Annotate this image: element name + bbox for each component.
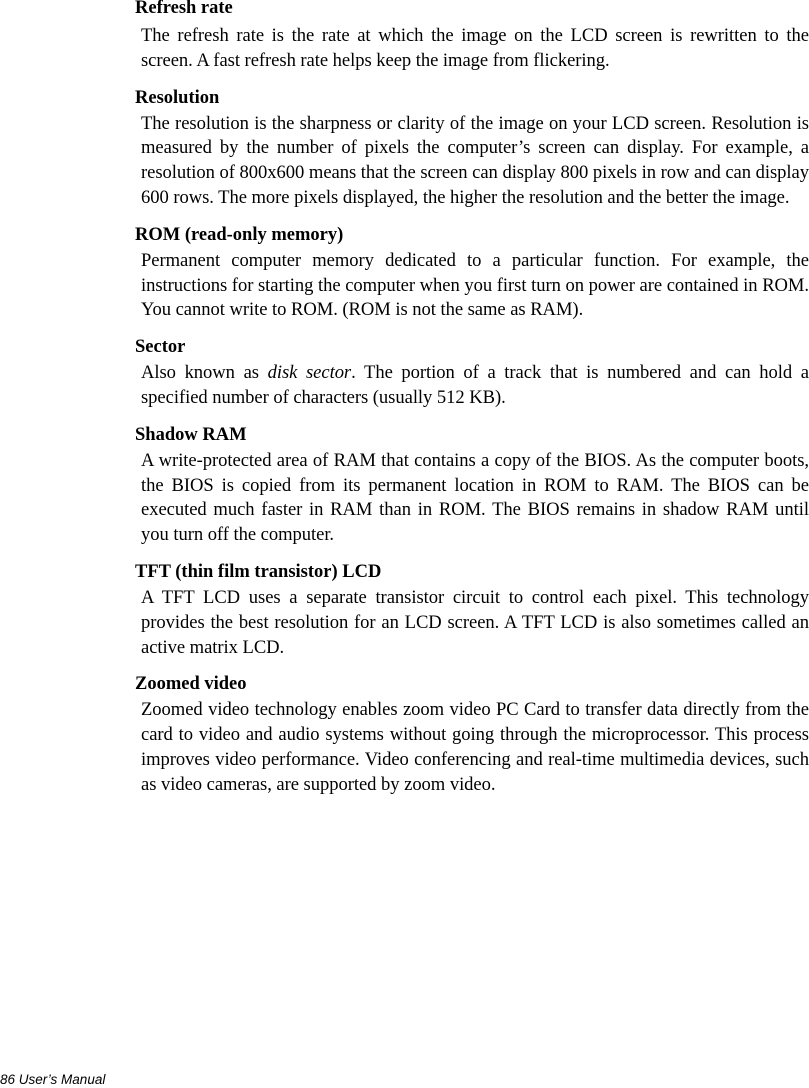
- term-definition: A write-protected area of RAM that contains a copy of the BIOS. As the computer boots, the BIOS is copied from its permanent location in ROM to RAM. The BIOS can be executed much faster in RAM than in ROM. The BIOS remains in shadow RAM until you turn off the computer.: [141, 449, 809, 546]
- term-heading: TFT (thin film transistor) LCD: [135, 561, 382, 582]
- glossary-entry-tft-lcd: [135, 560, 809, 660]
- glossary-entry-resolution: [135, 86, 809, 211]
- definition-emphasis: disk sector: [267, 362, 352, 384]
- glossary-entry-zoomed-video: [135, 672, 809, 797]
- term-definition: The resolution is the sharpness or clarity of the image on your LCD screen. Resolution is measured by the number of pixels the computer’s screen can display. For example, a resolution of 800x600 means that the screen can display 800 pixels in row and can display 600 rows. The more pixels displayed, the higher the resolution and the better the image.: [141, 112, 809, 208]
- glossary-entry-sector: [135, 335, 809, 411]
- term-heading: ROM (read-only memory): [135, 224, 344, 245]
- term-heading: Resolution: [135, 87, 220, 108]
- term-heading: Refresh rate: [135, 0, 233, 18]
- definition-prefix: Also known as: [141, 362, 268, 384]
- term-definition: The refresh rate is the rate at which the image on the LCD screen is rewritten to the screen. A fast refresh rate helps keep the image from flickering.: [141, 25, 809, 71]
- term-heading: Sector: [135, 337, 186, 358]
- glossary-entry-shadow-ram: [135, 423, 809, 548]
- glossary-entry-rom: [135, 223, 809, 323]
- term-definition: A TFT LCD uses a separate transistor circuit to control each pixel. This technology provides the best resolution for an LCD screen. A TFT LCD is also sometimes called an active matrix LCD.: [141, 586, 809, 658]
- term-heading: Shadow RAM: [135, 424, 247, 445]
- term-heading: Zoomed video: [135, 674, 247, 695]
- term-definition: Zoomed video technology enables zoom video PC Card to transfer data directly from the card to video and audio systems without going through the microprocessor. This process improves video performance. Video conferencing and real-time multimedia devices, such as video cameras, are supported by zoom video.: [141, 699, 809, 795]
- definition-suffix: . The portion of a track that is numbered and can hold a specified number of characters (usually 512 KB).: [141, 362, 809, 408]
- term-definition: Permanent computer memory dedicated to a particular function. For example, the instructions for starting the computer when you first turn on power are contained in ROM. You cannot write to ROM. (ROM is not the same as RAM).: [141, 249, 809, 321]
- term-definition: [141, 361, 809, 411]
- manual-title: User’s Manual: [18, 1072, 106, 1087]
- glossary-entry-refresh-rate: [135, 0, 809, 74]
- glossary: [135, 0, 809, 810]
- page-number: 86: [0, 1072, 16, 1087]
